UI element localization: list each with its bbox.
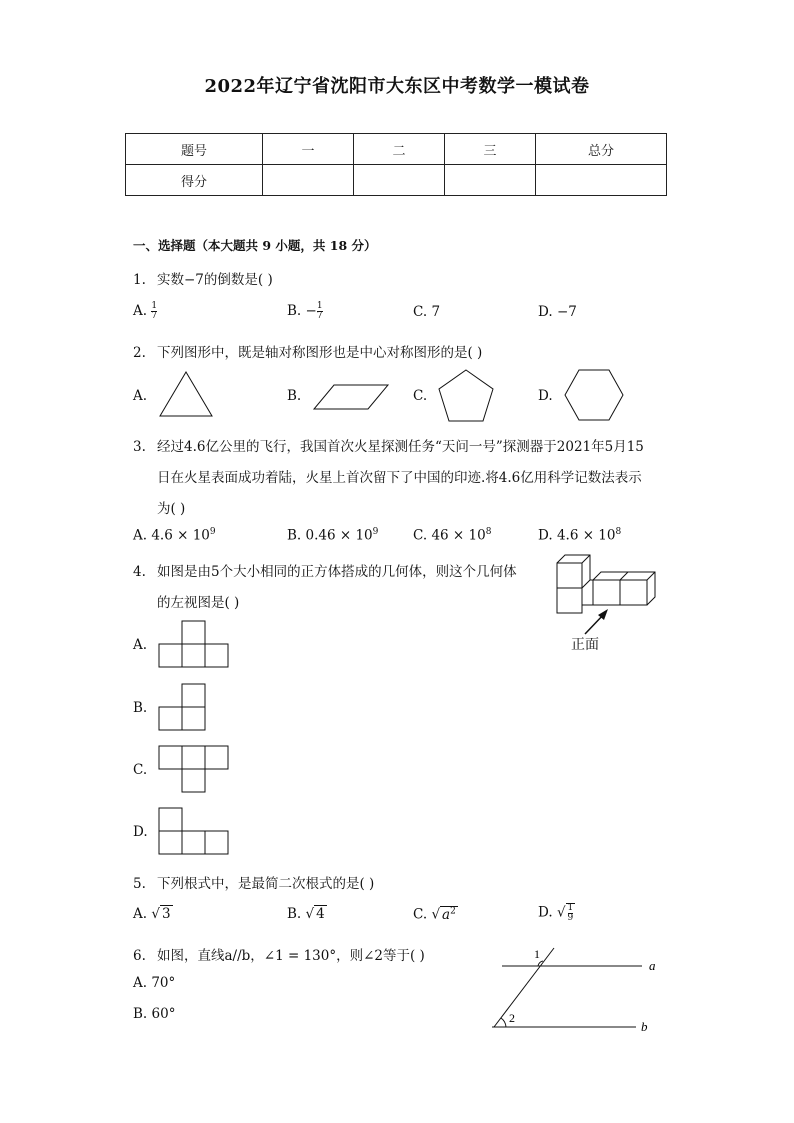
option-value: 46 × 10 bbox=[431, 527, 486, 544]
q5-option-a[interactable] bbox=[133, 906, 173, 922]
option-value: −7 bbox=[556, 304, 577, 320]
q6-option-a[interactable] bbox=[133, 975, 175, 991]
fraction-numerator: 1 bbox=[316, 301, 323, 311]
score-cell-blank[interactable] bbox=[354, 165, 445, 196]
option-label: B. bbox=[133, 1006, 148, 1022]
question-number: 3. bbox=[133, 439, 146, 455]
parallelogram-shape bbox=[312, 383, 390, 411]
option-label: D. bbox=[538, 527, 553, 544]
option-label: A. bbox=[133, 906, 148, 922]
q1-option-b[interactable] bbox=[287, 302, 323, 321]
fraction-numerator: 1 bbox=[151, 301, 158, 311]
radicand bbox=[440, 906, 458, 923]
score-cell-header: 三 bbox=[445, 134, 536, 165]
q6-option-b[interactable] bbox=[133, 1006, 175, 1022]
score-table-header-row bbox=[126, 134, 667, 165]
score-cell-blank[interactable] bbox=[536, 165, 667, 196]
fraction-denominator: 9 bbox=[567, 913, 574, 923]
q4-option-d-label[interactable]: D. bbox=[133, 824, 148, 840]
sqrt-icon: √ bbox=[151, 906, 160, 922]
question-5 bbox=[133, 872, 374, 892]
option-label: C. bbox=[413, 304, 428, 320]
question-text: 如图，直线a//b，∠1 = 130°，则∠2等于( ) bbox=[157, 948, 425, 964]
line-b-label: b bbox=[641, 1019, 648, 1034]
q2-option-b-label[interactable]: B. bbox=[287, 388, 302, 404]
question-2 bbox=[133, 341, 482, 361]
radicand: 4 bbox=[316, 906, 325, 922]
exponent: 8 bbox=[485, 527, 492, 537]
q3-option-a[interactable] bbox=[133, 527, 216, 544]
sqrt-icon: √ bbox=[305, 906, 315, 922]
radicand: 3 bbox=[161, 906, 171, 922]
hexagon-shape bbox=[563, 368, 625, 422]
equilateral-triangle-shape bbox=[158, 370, 214, 418]
question-text: 实数−7的倒数是( ) bbox=[157, 272, 273, 288]
fraction bbox=[317, 302, 323, 321]
q2-option-d-label[interactable]: D. bbox=[538, 388, 553, 404]
parallel-lines-figure bbox=[490, 944, 660, 1039]
score-row-label: 得分 bbox=[126, 165, 263, 196]
transversal-line bbox=[494, 948, 554, 1027]
question-4-line-2: 的左视图是( ) bbox=[157, 595, 240, 611]
q1-option-d[interactable] bbox=[538, 304, 577, 320]
fraction-numerator: 1 bbox=[567, 903, 574, 913]
q3-option-b[interactable] bbox=[287, 527, 378, 544]
q4-option-b-label[interactable]: B. bbox=[133, 700, 148, 716]
q3-option-c[interactable] bbox=[413, 527, 491, 544]
q4-option-c-grid bbox=[158, 745, 230, 793]
question-text: 下列图形中，既是轴对称图形也是中心对称图形的是( ) bbox=[157, 345, 483, 361]
sqrt-icon: √ bbox=[556, 904, 566, 921]
question-4 bbox=[133, 560, 517, 580]
option-value: 60° bbox=[151, 1006, 176, 1022]
option-value: 7 bbox=[431, 304, 441, 320]
question-text: 如图是由5个大小相同的正方体搭成的几何体，则这个几何体 bbox=[157, 564, 517, 580]
q5-option-d[interactable] bbox=[538, 903, 575, 923]
q2-option-c-label[interactable]: C. bbox=[413, 388, 428, 404]
q3-option-d[interactable] bbox=[538, 527, 621, 544]
question-number: 2. bbox=[133, 345, 146, 361]
score-cell-header: 一 bbox=[263, 134, 354, 165]
line-a-label: a bbox=[649, 958, 656, 973]
q5-option-c[interactable] bbox=[413, 906, 458, 923]
option-value: 70° bbox=[151, 975, 176, 991]
fraction-denominator: 7 bbox=[151, 311, 158, 321]
score-cell-header: 题号 bbox=[126, 134, 263, 165]
score-cell-header: 二 bbox=[354, 134, 445, 165]
minus-sign: − bbox=[305, 303, 317, 319]
arrow-icon bbox=[582, 607, 612, 637]
question-6 bbox=[133, 944, 425, 964]
option-label: B. bbox=[287, 527, 302, 544]
score-cell-blank[interactable] bbox=[263, 165, 354, 196]
question-text: 经过4.6亿公里的飞行，我国首次火星探测任务“天问一号”探测器于2021年5月15 bbox=[157, 439, 644, 455]
exponent: 2 bbox=[450, 906, 456, 916]
q5-option-b[interactable] bbox=[287, 906, 327, 922]
q4-option-c-label[interactable]: C. bbox=[133, 762, 148, 778]
question-number: 4. bbox=[133, 564, 146, 580]
option-label: C. bbox=[413, 527, 428, 544]
q4-option-a-grid bbox=[158, 620, 230, 668]
option-value: 4.6 × 10 bbox=[151, 527, 210, 544]
fraction bbox=[151, 302, 157, 321]
question-1 bbox=[133, 268, 273, 288]
question-number: 1. bbox=[133, 272, 146, 288]
page-title: 2022年辽宁省沈阳市大东区中考数学一模试卷 bbox=[204, 76, 590, 97]
exponent: 9 bbox=[372, 527, 379, 537]
score-table-score-row bbox=[126, 165, 667, 196]
q4-option-d-grid bbox=[158, 807, 230, 855]
question-3 bbox=[133, 435, 644, 455]
fraction-denominator: 7 bbox=[316, 311, 323, 321]
option-value: 0.46 × 10 bbox=[305, 527, 373, 544]
q4-option-b-grid bbox=[158, 683, 208, 731]
front-view-label: 正面 bbox=[571, 637, 599, 653]
option-label: A. bbox=[133, 975, 148, 991]
score-cell-blank[interactable] bbox=[445, 165, 536, 196]
q1-option-c[interactable] bbox=[413, 304, 440, 320]
option-label: D. bbox=[538, 904, 553, 921]
q2-option-a-label[interactable]: A. bbox=[133, 388, 148, 404]
score-cell-header: 总分 bbox=[536, 134, 667, 165]
option-label: B. bbox=[287, 303, 302, 319]
angle-1-label: 1 bbox=[534, 947, 540, 961]
exponent: 8 bbox=[615, 527, 622, 537]
option-label: C. bbox=[413, 906, 428, 923]
question-3-line-2: 日在火星表面成功着陆，火星上首次留下了中国的印迹.将4.6亿用科学记数法表示 bbox=[157, 470, 642, 486]
question-number: 6. bbox=[133, 948, 146, 964]
q4-option-a-label[interactable]: A. bbox=[133, 637, 148, 653]
radicand-variable: a bbox=[442, 906, 451, 923]
exponent: 9 bbox=[209, 527, 216, 537]
option-label: A. bbox=[133, 527, 148, 544]
angle-2-label: 2 bbox=[509, 1011, 515, 1025]
option-label: A. bbox=[133, 303, 148, 319]
section-heading: 一、选择题（本大题共 9 小题，共 18 分） bbox=[133, 238, 377, 253]
fraction bbox=[566, 903, 576, 923]
score-table bbox=[125, 133, 667, 196]
option-label: B. bbox=[287, 906, 302, 922]
question-number: 5. bbox=[133, 876, 146, 892]
pentagon-shape bbox=[437, 368, 495, 424]
q1-option-a[interactable] bbox=[133, 302, 157, 321]
question-3-line-3: 为( ) bbox=[157, 501, 186, 517]
option-label: D. bbox=[538, 304, 553, 320]
option-value: 4.6 × 10 bbox=[556, 527, 616, 544]
question-text: 下列根式中，是最简二次根式的是( ) bbox=[157, 876, 375, 892]
sqrt-icon: √ bbox=[431, 906, 441, 923]
